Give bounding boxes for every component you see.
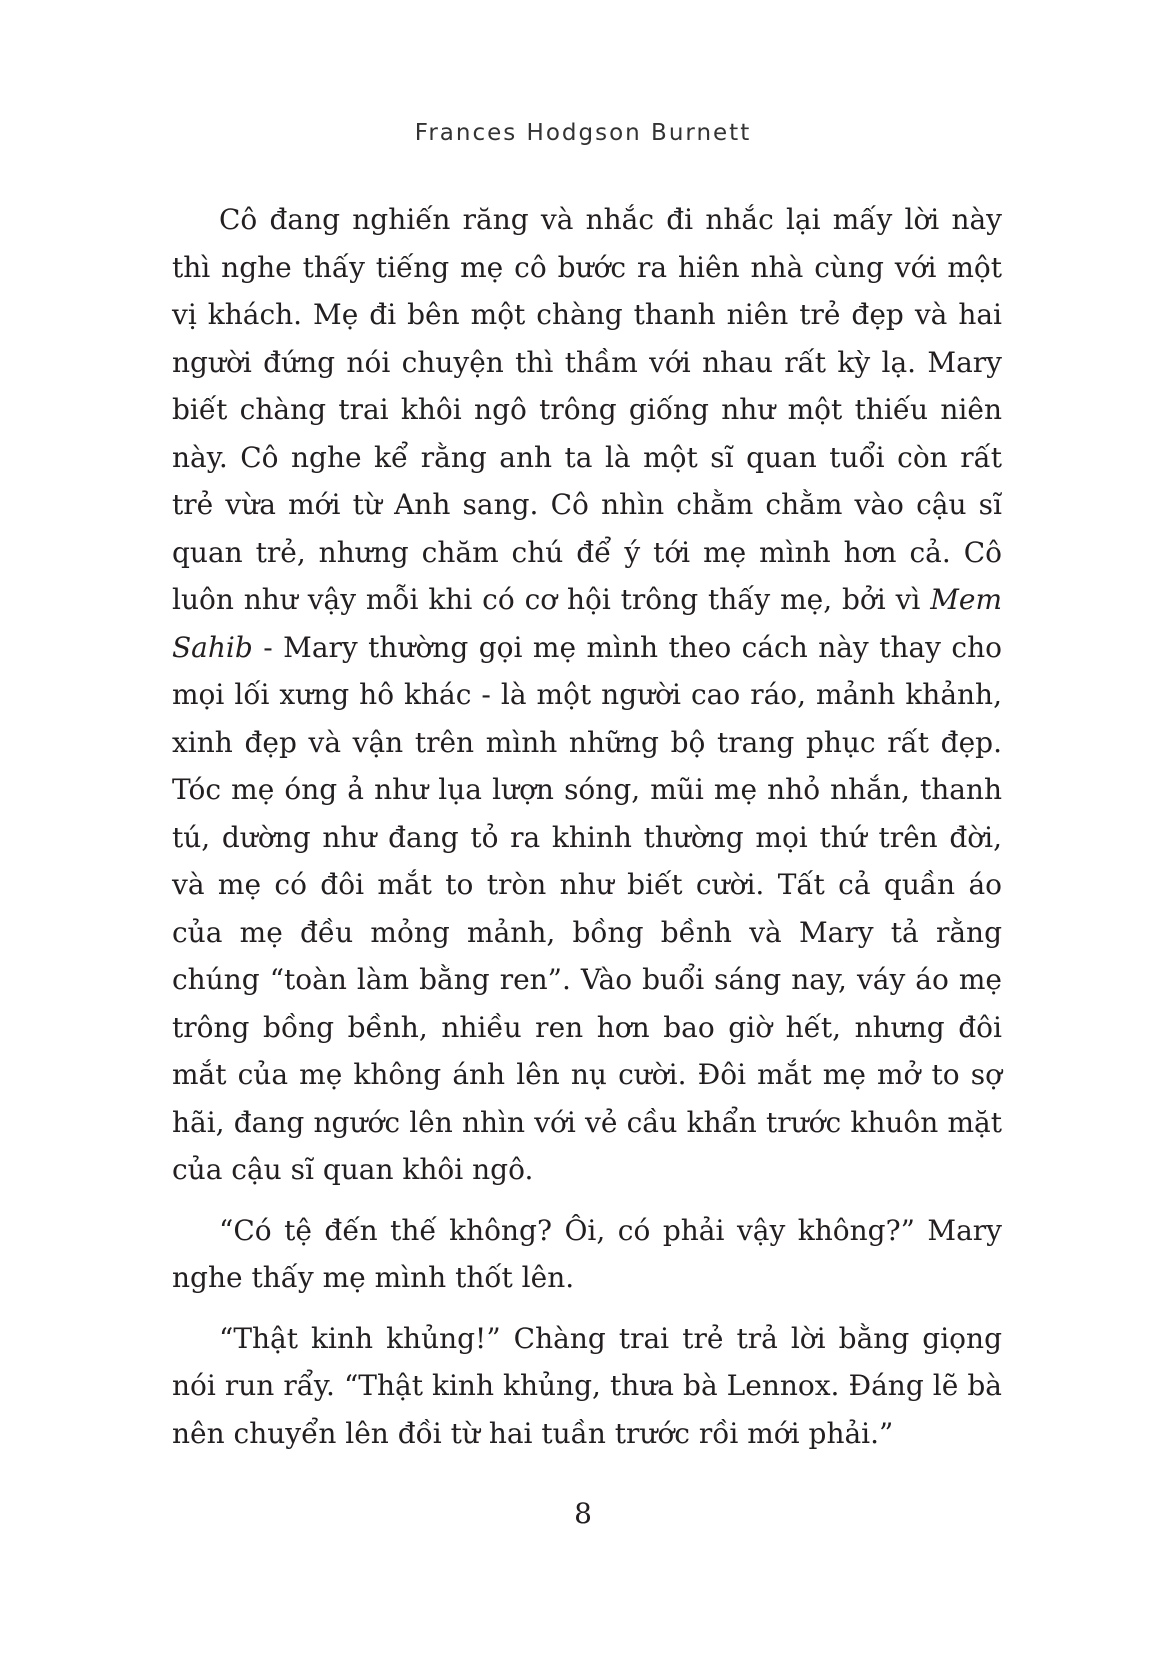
running-header: Frances Hodgson Burnett	[414, 120, 752, 146]
paragraph-1-text-b: - Mary thường gọi mẹ mình theo cách này thay cho mọi lối xưng hô khác - là một người cao ráo, mảnh khảnh, xinh đẹp và vận trên mình những bộ trang phục rất đẹp. Tóc mẹ óng ả như lụa lượn sóng, mũi mẹ nhỏ nhắn, thanh tú, dường như đang tỏ ra khinh thường mọi thứ trên đời, và mẹ có đôi mắt to tròn như biết cười. Tất cả quần áo của mẹ đều mỏng mảnh, bồng bềnh và Mary tả rằng chúng “toàn làm bằng ren”. Vào buổi sáng nay, váy áo mẹ trông bồng bềnh, nhiều ren hơn bao giờ hết, nhưng đôi mắt của mẹ không ánh lên nụ cười. Đôi mắt mẹ mở to sợ hãi, đang ngước lên nhìn với vẻ cầu khẩn trước khuôn mặt của cậu sĩ quan khôi ngô.	[172, 630, 1003, 1186]
paragraph-1-text-a: Cô đang nghiến răng và nhắc đi nhắc lại mấy lời này thì nghe thấy tiếng mẹ cô bước ra hiên nhà cùng với một vị khách. Mẹ đi bên một chàng thanh niên trẻ đẹp và hai người đứng nói chuyện thì thầm với nhau rất kỳ lạ. Mary biết chàng trai khôi ngô trông giống như một thiếu niên này. Cô nghe kể rằng anh ta là một sĩ quan tuổi còn rất trẻ vừa mới từ Anh sang. Cô nhìn chằm chằm vào cậu sĩ quan trẻ, nhưng chăm chú để ý tới mẹ mình hơn cả. Cô luôn như vậy mỗi khi có cơ hội trông thấy mẹ, bởi vì	[172, 203, 1002, 616]
page-number: 8	[574, 1497, 592, 1530]
body-text	[172, 196, 1002, 1470]
paragraph-1-italic: Mem Sahib	[172, 583, 1002, 664]
paragraph-2: “Có tệ đến thế không? Ôi, có phải vậy không?” Mary nghe thấy mẹ mình thốt lên.	[172, 1213, 1002, 1294]
paragraph-3: “Thật kinh khủng!” Chàng trai trẻ trả lời bằng giọng nói run rẩy. “Thật kinh khủng, thưa bà Lennox. Đáng lẽ bà nên chuyển lên đồi từ hai tuần trước rồi mới phải.”	[172, 1321, 1002, 1450]
paragraph-1	[172, 196, 1002, 1194]
